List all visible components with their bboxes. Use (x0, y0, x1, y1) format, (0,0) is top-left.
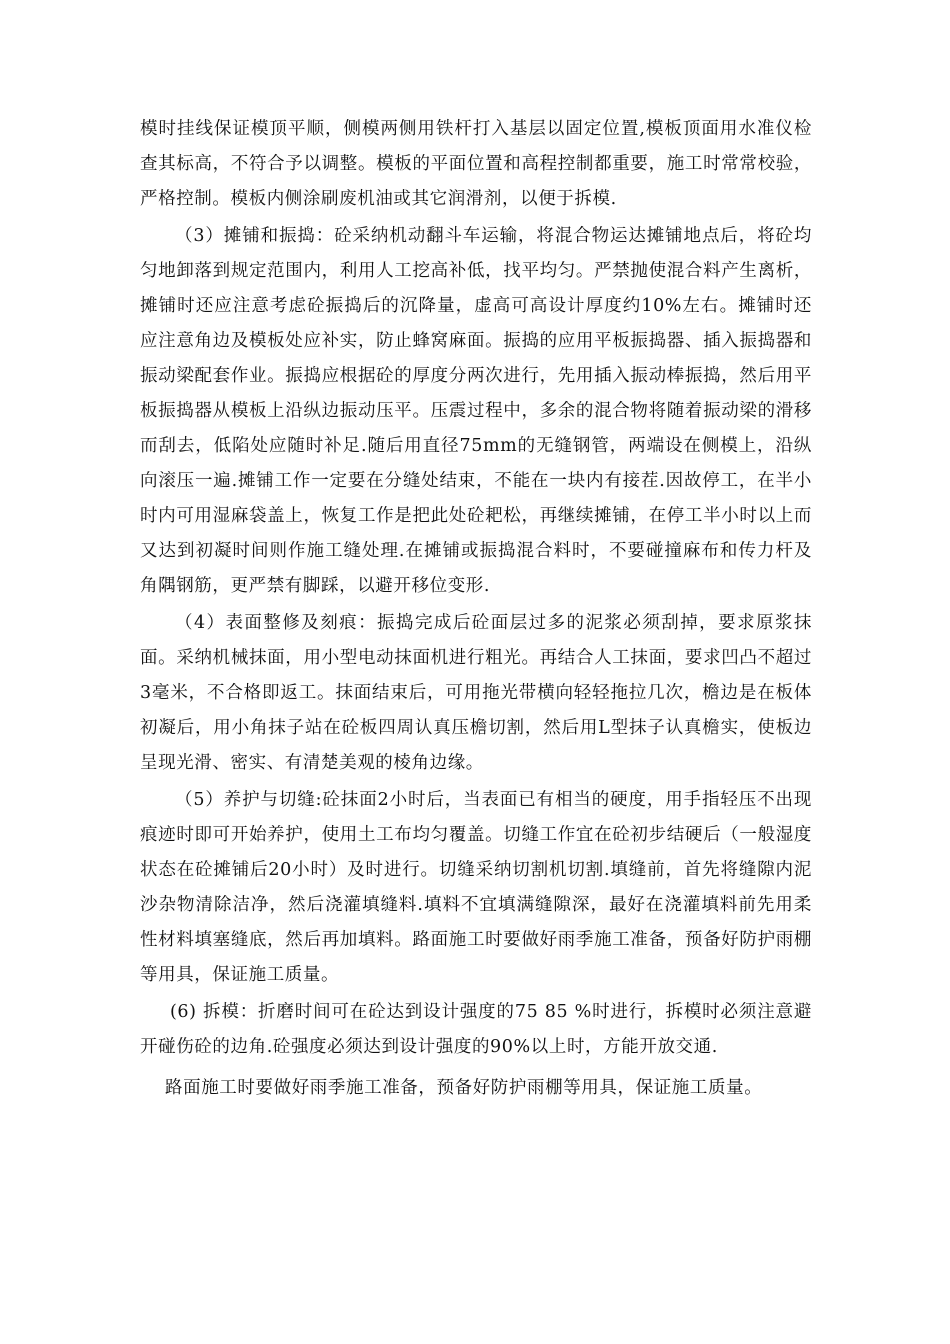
paragraph-paving-vibrating: （3）摊铺和振捣：砼采纳机动翻斗车运输，将混合物运达摊铺地点后，将砼均匀地卸落到规定范围内，利用人工挖高补低，找平均匀。严禁抛使混合料产生离析，摊铺时还应注意考虑砼振捣后的沉降量，虚高可高设计厚度约10%左右。摊铺时还应注意角边及模板处应补实，防止蜂窝麻面。振捣的应用平板振捣器、插入振捣器和振动梁配套作业。振捣应根据砼的厚度分两次进行，先用插入振动棒振捣，然后用平板振捣器从模板上沿纵边振动压平。压震过程中，多余的混合物将随着振动梁的滑移而刮去，低陷处应随时补足.随后用直径75mm的无缝钢管，两端设在侧模上，沿纵向滚压一遍.摊铺工作一定要在分缝处结束，不能在一块内有接茬.因故停工，在半小时内可用湿麻袋盖上，恢复工作是把此处砼耙松，再继续摊铺，在停工半小时以上而又达到初凝时间则作施工缝处理.在摊铺或振捣混合料时，不要碰撞麻布和传力杆及角隅钢筋，更严禁有脚踩，以避开移位变形. (140, 226, 812, 596)
paragraph-rainy-season-note: 路面施工时要做好雨季施工准备，预备好防护雨棚等用具，保证施工质量。 (165, 1078, 763, 1098)
paragraph-surface-finishing: （4）表面整修及刻痕：振捣完成后砼面层过多的泥浆必须刮掉，要求原浆抹面。采纳机械抹面，用小型电动抹面机进行粗光。再结合人工抹面，要求凹凸不超过3毫米，不合格即返工。抹面结束后，可用拖光带横向轻轻拖拉几次，檐边是在板体初凝后，用小角抹子站在砼板四周认真压檐切割，然后用L型抹子认真檐实，使板边呈现光滑、密实、有清楚美观的棱角边缘。 (140, 613, 812, 773)
document-body (140, 112, 812, 1108)
paragraph-formwork: 模时挂线保证模顶平顺，侧模两侧用铁杆打入基层以固定位置,模板顶面用水准仪检查其标高，不符合予以调整。模板的平面位置和高程控制都重要，施工时常常校验，严格控制。模板内侧涂刷废机油或其它润滑剂，以便于拆模. (140, 119, 812, 209)
paragraph-curing-joint-cutting: （5）养护与切缝:砼抹面2小时后，当表面已有相当的硬度，用手指轻压不出现痕迹时即可开始养护，使用土工布均匀覆盖。切缝工作宜在砼初步结硬后（一般湿度状态在砼摊铺后20小时）及时进行。切缝采纳切割机切割.填缝前，首先将缝隙内泥沙杂物清除洁净，然后浇灌填缝料.填料不宜填满缝隙深，最好在浇灌填料前先用柔性材料填塞缝底，然后再加填料。路面施工时要做好雨季施工准备，预备好防护雨棚等用具，保证施工质量。 (140, 790, 812, 985)
paragraph-form-removal: (6) 拆模：折磨时间可在砼达到设计强度的75 85 %时进行，拆模时必须注意避开碰伤砼的边角.砼强度必须达到设计强度的90%以上时，方能开放交通. (140, 1002, 812, 1057)
